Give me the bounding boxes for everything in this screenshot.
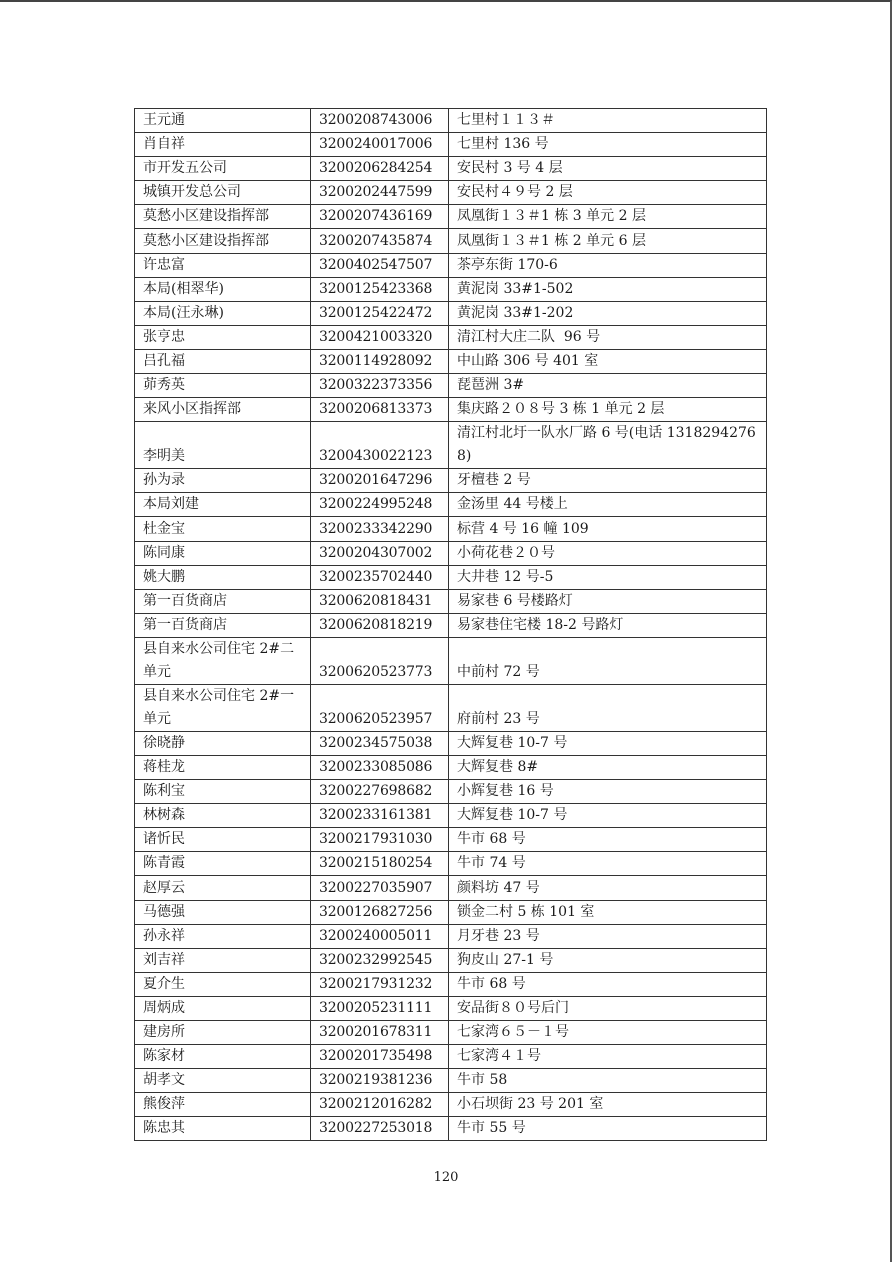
name-cell: 徐晓静: [135, 731, 311, 755]
table-row: [135, 374, 767, 398]
name-cell: 赵厚云: [135, 876, 311, 900]
address-cell: 集庆路２０８号 3 栋 1 单元 2 层: [449, 398, 767, 422]
name-cell: 县自来水公司住宅 2#二单元: [135, 637, 311, 684]
account-number-cell: 3200233085086: [311, 755, 449, 779]
table-row: [135, 972, 767, 996]
account-number-cell: 3200219381236: [311, 1069, 449, 1093]
name-cell: 王元通: [135, 109, 311, 133]
account-number-cell: 3200235702440: [311, 565, 449, 589]
name-cell: 诸忻民: [135, 828, 311, 852]
name-cell: 孙永祥: [135, 924, 311, 948]
account-number-cell: 3200620523957: [311, 684, 449, 731]
account-number-cell: 3200114928092: [311, 349, 449, 373]
table-row: [135, 613, 767, 637]
name-cell: 蒋桂龙: [135, 755, 311, 779]
table-row: [135, 780, 767, 804]
table-row: [135, 1117, 767, 1141]
address-cell: 易家巷住宅楼 18-2 号路灯: [449, 613, 767, 637]
name-cell: 县自来水公司住宅 2#一单元: [135, 684, 311, 731]
address-cell: 牛市 68 号: [449, 972, 767, 996]
name-cell: 肖自祥: [135, 133, 311, 157]
table-row: [135, 804, 767, 828]
account-number-cell: 3200205231111: [311, 996, 449, 1020]
table-row: [135, 731, 767, 755]
account-number-cell: 3200430022123: [311, 422, 449, 469]
name-cell: 莫愁小区建设指挥部: [135, 205, 311, 229]
address-cell: 小辉复巷 16 号: [449, 780, 767, 804]
table-row: [135, 637, 767, 684]
account-number-cell: 3200234575038: [311, 731, 449, 755]
address-cell: 安品街８０号后门: [449, 996, 767, 1020]
account-number-cell: 3200207436169: [311, 205, 449, 229]
name-cell: 周炳成: [135, 996, 311, 1020]
account-number-cell: 3200620818219: [311, 613, 449, 637]
account-number-cell: 3200215180254: [311, 852, 449, 876]
name-cell: 张亨忠: [135, 325, 311, 349]
table-row: [135, 229, 767, 253]
name-cell: 来风小区指挥部: [135, 398, 311, 422]
table-row: [135, 1021, 767, 1045]
address-cell: 清江村大庄二队 96 号: [449, 325, 767, 349]
table-row: [135, 996, 767, 1020]
account-number-cell: 3200227253018: [311, 1117, 449, 1141]
account-number-cell: 3200240005011: [311, 924, 449, 948]
name-cell: 第一百货商店: [135, 589, 311, 613]
account-number-cell: 3200207435874: [311, 229, 449, 253]
address-cell: 大井巷 12 号-5: [449, 565, 767, 589]
address-cell: 牙檀巷 2 号: [449, 469, 767, 493]
account-number-cell: 3200620523773: [311, 637, 449, 684]
records-table-body: [135, 109, 767, 1141]
name-cell: 夏介生: [135, 972, 311, 996]
address-cell: 大辉复巷 8#: [449, 755, 767, 779]
name-cell: 杜金宝: [135, 517, 311, 541]
name-cell: 马德强: [135, 900, 311, 924]
address-cell: 大辉复巷 10-7 号: [449, 804, 767, 828]
table-row: [135, 755, 767, 779]
name-cell: 茆秀英: [135, 374, 311, 398]
address-cell: 黄泥岗 33#1-502: [449, 277, 767, 301]
name-cell: 陈家材: [135, 1045, 311, 1069]
name-cell: 本局(相翠华): [135, 277, 311, 301]
address-cell: 安民村４９号 2 层: [449, 181, 767, 205]
table-row: [135, 948, 767, 972]
name-cell: 陈忠其: [135, 1117, 311, 1141]
table-row: [135, 589, 767, 613]
address-cell: 凤凰街１３＃1 栋 2 单元 6 层: [449, 229, 767, 253]
address-cell: 中山路 306 号 401 室: [449, 349, 767, 373]
account-number-cell: 3200126827256: [311, 900, 449, 924]
address-cell: 七家湾６５－１号: [449, 1021, 767, 1045]
account-number-cell: 3200233342290: [311, 517, 449, 541]
address-cell: 清江村北圩一队水厂路 6 号(电话 13182942768): [449, 422, 767, 469]
table-row: [135, 493, 767, 517]
address-cell: 七里村１１３＃: [449, 109, 767, 133]
account-number-cell: 3200201647296: [311, 469, 449, 493]
address-cell: 小石坝街 23 号 201 室: [449, 1093, 767, 1117]
account-number-cell: 3200208743006: [311, 109, 449, 133]
table-row: [135, 398, 767, 422]
account-number-cell: 3200421003320: [311, 325, 449, 349]
name-cell: 林树森: [135, 804, 311, 828]
account-number-cell: 3200125423368: [311, 277, 449, 301]
table-row: [135, 422, 767, 469]
account-number-cell: 3200212016282: [311, 1093, 449, 1117]
account-number-cell: 3200227035907: [311, 876, 449, 900]
account-number-cell: 3200232992545: [311, 948, 449, 972]
address-cell: 中前村 72 号: [449, 637, 767, 684]
name-cell: 第一百货商店: [135, 613, 311, 637]
name-cell: 本局(汪永琳): [135, 301, 311, 325]
address-cell: 府前村 23 号: [449, 684, 767, 731]
address-cell: 七家湾４１号: [449, 1045, 767, 1069]
table-row: [135, 277, 767, 301]
table-row: [135, 684, 767, 731]
account-number-cell: 3200402547507: [311, 253, 449, 277]
account-number-cell: 3200227698682: [311, 780, 449, 804]
table-row: [135, 1045, 767, 1069]
address-cell: 颜料坊 47 号: [449, 876, 767, 900]
address-cell: 标营 4 号 16 幢 109: [449, 517, 767, 541]
name-cell: 陈利宝: [135, 780, 311, 804]
table-row: [135, 541, 767, 565]
address-cell: 大辉复巷 10-7 号: [449, 731, 767, 755]
table-row: [135, 349, 767, 373]
table-row: [135, 828, 767, 852]
account-number-cell: 3200206284254: [311, 157, 449, 181]
account-number-cell: 3200233161381: [311, 804, 449, 828]
table-row: [135, 924, 767, 948]
name-cell: 李明美: [135, 422, 311, 469]
name-cell: 刘吉祥: [135, 948, 311, 972]
account-number-cell: 3200322373356: [311, 374, 449, 398]
records-table: [134, 108, 767, 1141]
table-row: [135, 181, 767, 205]
table-row: [135, 133, 767, 157]
table-row: [135, 565, 767, 589]
address-cell: 牛市 58: [449, 1069, 767, 1093]
address-cell: 易家巷 6 号楼路灯: [449, 589, 767, 613]
table-row: [135, 852, 767, 876]
account-number-cell: 3200201678311: [311, 1021, 449, 1045]
address-cell: 茶亭东街 170-6: [449, 253, 767, 277]
name-cell: 市开发五公司: [135, 157, 311, 181]
table-row: [135, 205, 767, 229]
name-cell: 陈同康: [135, 541, 311, 565]
table-row: [135, 325, 767, 349]
name-cell: 吕孔福: [135, 349, 311, 373]
table-row: [135, 301, 767, 325]
page-number: 120: [433, 1170, 459, 1185]
address-cell: 月牙巷 23 号: [449, 924, 767, 948]
table-row: [135, 157, 767, 181]
account-number-cell: 3200201735498: [311, 1045, 449, 1069]
table-row: [135, 1093, 767, 1117]
address-cell: 狗皮山 27-1 号: [449, 948, 767, 972]
account-number-cell: 3200206813373: [311, 398, 449, 422]
address-cell: 琵琶洲 3#: [449, 374, 767, 398]
address-cell: 七里村 136 号: [449, 133, 767, 157]
address-cell: 锁金二村 5 栋 101 室: [449, 900, 767, 924]
name-cell: 熊俊萍: [135, 1093, 311, 1117]
account-number-cell: 3200204307002: [311, 541, 449, 565]
address-cell: 小荷花巷２０号: [449, 541, 767, 565]
name-cell: 胡孝文: [135, 1069, 311, 1093]
table-row: [135, 517, 767, 541]
name-cell: 孙为录: [135, 469, 311, 493]
table-row: [135, 469, 767, 493]
table-row: [135, 876, 767, 900]
name-cell: 莫愁小区建设指挥部: [135, 229, 311, 253]
table-row: [135, 900, 767, 924]
address-cell: 牛市 55 号: [449, 1117, 767, 1141]
name-cell: 城镇开发总公司: [135, 181, 311, 205]
address-cell: 黄泥岗 33#1-202: [449, 301, 767, 325]
table-row: [135, 1069, 767, 1093]
account-number-cell: 3200202447599: [311, 181, 449, 205]
name-cell: 建房所: [135, 1021, 311, 1045]
account-number-cell: 3200240017006: [311, 133, 449, 157]
name-cell: 姚大鹏: [135, 565, 311, 589]
account-number-cell: 3200620818431: [311, 589, 449, 613]
name-cell: 本局刘建: [135, 493, 311, 517]
address-cell: 金汤里 44 号楼上: [449, 493, 767, 517]
name-cell: 陈青霞: [135, 852, 311, 876]
account-number-cell: 3200217931232: [311, 972, 449, 996]
address-cell: 牛市 68 号: [449, 828, 767, 852]
account-number-cell: 3200125422472: [311, 301, 449, 325]
address-cell: 安民村 3 号 4 层: [449, 157, 767, 181]
address-cell: 牛市 74 号: [449, 852, 767, 876]
table-row: [135, 109, 767, 133]
account-number-cell: 3200217931030: [311, 828, 449, 852]
table-row: [135, 253, 767, 277]
name-cell: 许忠富: [135, 253, 311, 277]
address-cell: 凤凰街１３＃1 栋 3 单元 2 层: [449, 205, 767, 229]
account-number-cell: 3200224995248: [311, 493, 449, 517]
